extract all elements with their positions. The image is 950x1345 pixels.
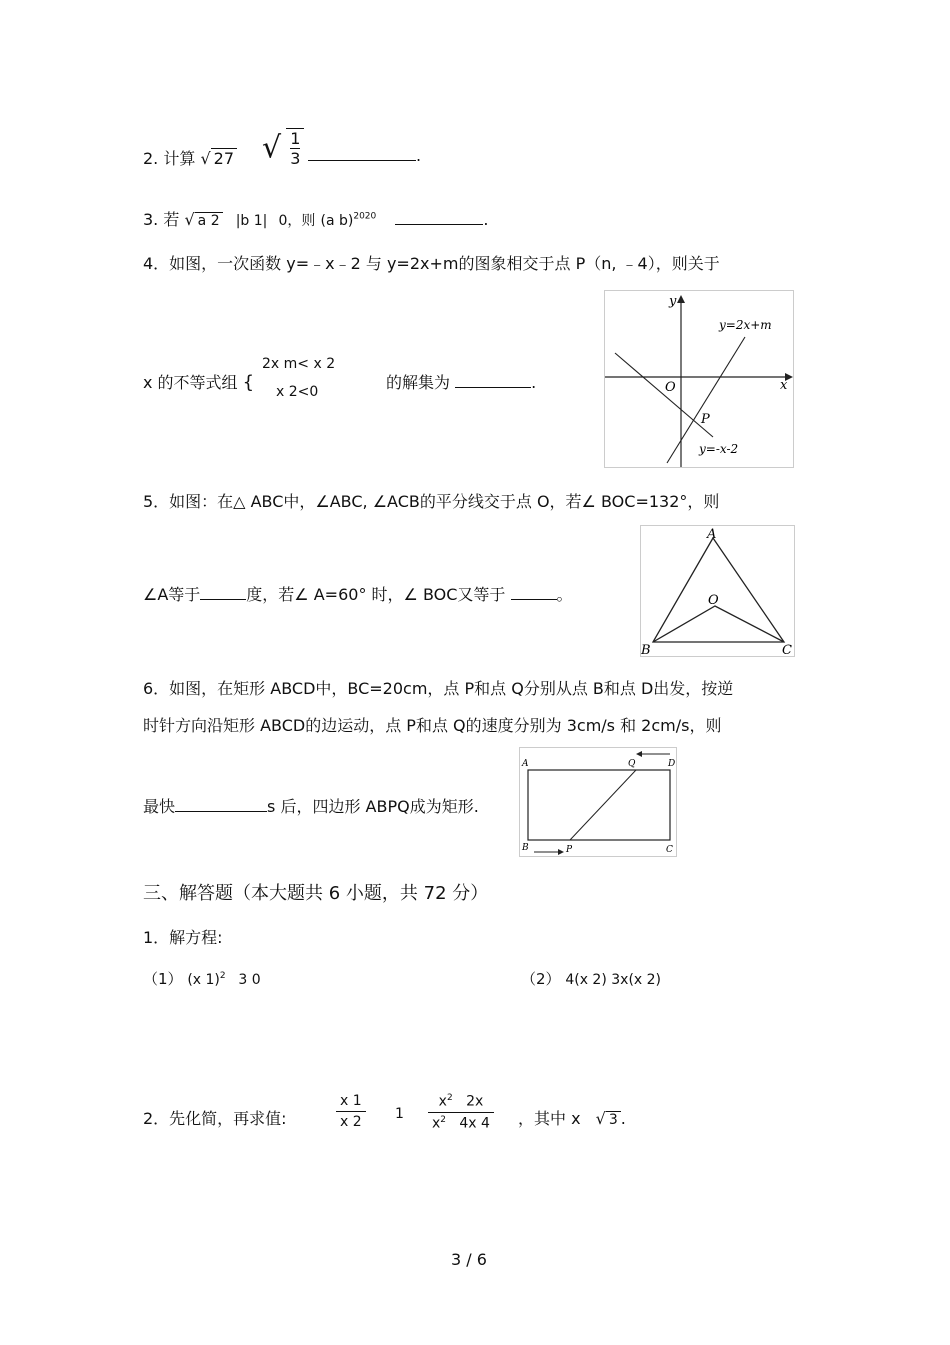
q5-line2: ∠A等于 度，若∠ A=60° 时，∠ BOC又等于 。 [143, 585, 573, 604]
q2-radicand: 27 [211, 148, 237, 168]
fig-vertex-c: C [782, 643, 792, 656]
a2-frac1: $\frac{x 1}{x 2}$ [336, 1093, 366, 1130]
q4-line2: x 的不等式组 { [143, 372, 255, 393]
q4-system-row1: 2x m< x 2 [262, 356, 336, 372]
rectangle-diagram [520, 748, 676, 856]
fig-vertex-a: A [522, 759, 529, 769]
fig-vertex-c: C [666, 845, 673, 855]
a2-mid: 1 [395, 1106, 404, 1122]
q6-line1: 6．如图，在矩形 ABCD中，BC=20cm，点 P和点 Q分别从点 B和点 D出发，按逆 [143, 679, 734, 698]
q4-tail: 的解集为 . [386, 373, 537, 392]
fig-x-label: x [780, 378, 788, 393]
q2-frac-den: 3 [290, 149, 301, 168]
brace-icon: { [242, 372, 255, 393]
sqrt-icon: √ [200, 149, 211, 168]
q3-line: 3. 若 √ a 2 |b 1| 0，则 (a b)$^{2020}$ . [143, 210, 489, 229]
q4-line1: 4．如图，一次函数 y=﹣x﹣2 与 y=2x+m的图象相交于点 P（n, ﹣4），则关于 [143, 254, 720, 273]
fig-vertex-b: B [522, 843, 529, 853]
fig-origin: O [665, 380, 676, 395]
a1-title: 1．解方程: [143, 928, 223, 947]
sqrt-icon: √ [595, 1109, 606, 1128]
q4-system-row2: x 2<0 [276, 384, 319, 400]
q4-figure [604, 290, 794, 468]
answer-blank[interactable] [395, 210, 483, 225]
answer-blank[interactable] [455, 373, 531, 388]
a2-tail: ，其中 x √ 3 . [518, 1109, 626, 1128]
q2-fraction-root [262, 128, 304, 168]
q2-number: 2. [143, 149, 159, 168]
q3-power: (a b) [320, 213, 354, 229]
q2-answer: . [308, 146, 421, 165]
a1-part1: （1） (x 1)$^2$ 3 0 [143, 970, 261, 988]
q2-frac-num: 1 [290, 129, 301, 148]
fig-line2-label: y=-x-2 [699, 442, 739, 456]
fig-point-o: O [708, 593, 719, 608]
fig-vertex-a: A [707, 527, 717, 542]
triangle-diagram [641, 526, 794, 656]
q2-line [143, 146, 237, 169]
q6-line3: 最快 s 后，四边形 ABPQ成为矩形. [143, 797, 479, 816]
fig-point-q: Q [628, 759, 636, 769]
a1-part2: （2） 4(x 2) 3x(x 2) [521, 970, 662, 988]
q6-line2: 时针方向沿矩形 ABCD的边运动，点 P和点 Q的速度分别为 3cm/s 和 2cm/s，则 [143, 716, 722, 735]
fig-y-label: y [669, 294, 677, 309]
a2-lead: 2．先化简，再求值: [143, 1109, 287, 1128]
fig-vertex-b: B [641, 643, 651, 656]
q3-radicand: a 2 [195, 212, 223, 229]
sqrt-icon: √ [262, 130, 282, 166]
q5-line1: 5．如图：在△ ABC中，∠ABC, ∠ACB的平分线交于点 O，若∠ BOC=132°，则 [143, 492, 720, 511]
page-number: 3 / 6 [451, 1250, 487, 1269]
sqrt-icon: √ [184, 210, 195, 229]
fig-vertex-d: D [668, 759, 676, 769]
fig-point-p: P [701, 412, 710, 427]
section-title: 三、解答题（本大题共 6 小题，共 72 分） [143, 883, 489, 904]
answer-blank[interactable] [308, 146, 416, 161]
fig-line1-label: y=2x+m [719, 318, 772, 332]
q2-label: 计算 [163, 149, 196, 168]
answer-blank[interactable] [175, 797, 267, 812]
a2-frac2: $\frac{x^2 2x}{x^2 4x 4}$ [428, 1093, 494, 1131]
q3-abs: |b 1| [235, 213, 268, 229]
answer-blank[interactable] [511, 585, 557, 600]
answer-blank[interactable] [200, 585, 246, 600]
fig-point-p: P [566, 845, 573, 855]
q5-figure [640, 525, 795, 657]
q6-figure [519, 747, 677, 857]
linear-graph [605, 291, 793, 467]
